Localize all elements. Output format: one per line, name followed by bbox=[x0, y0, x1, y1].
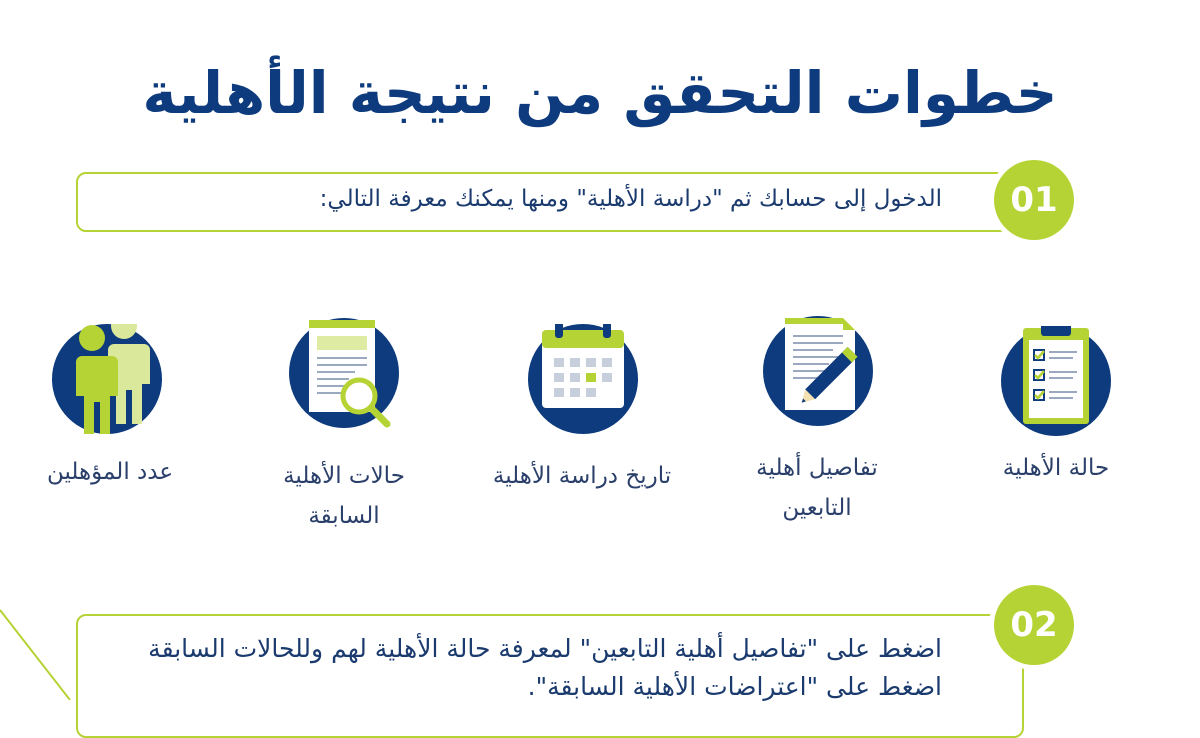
page-title: خطوات التحقق من نتيجة الأهلية bbox=[142, 58, 1058, 127]
document-pencil-icon bbox=[763, 316, 873, 426]
step-1-text: الدخول إلى حسابك ثم "دراسة الأهلية" ومنها يمكنك معرفة التالي: bbox=[319, 186, 942, 212]
item-label-previous-cases: حالات الأهلية السابقة bbox=[283, 463, 405, 529]
item-label-dependents-details: تفاصيل أهلية التابعين bbox=[756, 455, 878, 521]
item-label-eligibility-status: حالة الأهلية bbox=[1002, 455, 1110, 481]
people-icon bbox=[52, 324, 162, 434]
step-2-box bbox=[76, 614, 1024, 738]
step-1-badge: 01 bbox=[994, 160, 1074, 240]
step-2-badge: 02 bbox=[994, 585, 1074, 665]
document-search-icon bbox=[289, 318, 399, 428]
calendar-icon bbox=[528, 324, 638, 434]
item-label-qualified-count: عدد المؤهلين bbox=[46, 459, 174, 485]
step-1-box bbox=[76, 172, 1024, 232]
clipboard-checklist-icon bbox=[1001, 326, 1111, 436]
step-2-text: اضغط على "تفاصيل أهلية التابعين" لمعرفة حالة الأهلية لهم وللحالات السابقة اضغط على "اعتراضات الأهلية السابقة". bbox=[148, 634, 942, 701]
item-label-study-date: تاريخ دراسة الأهلية bbox=[492, 463, 672, 489]
decorative-line bbox=[0, 600, 80, 700]
